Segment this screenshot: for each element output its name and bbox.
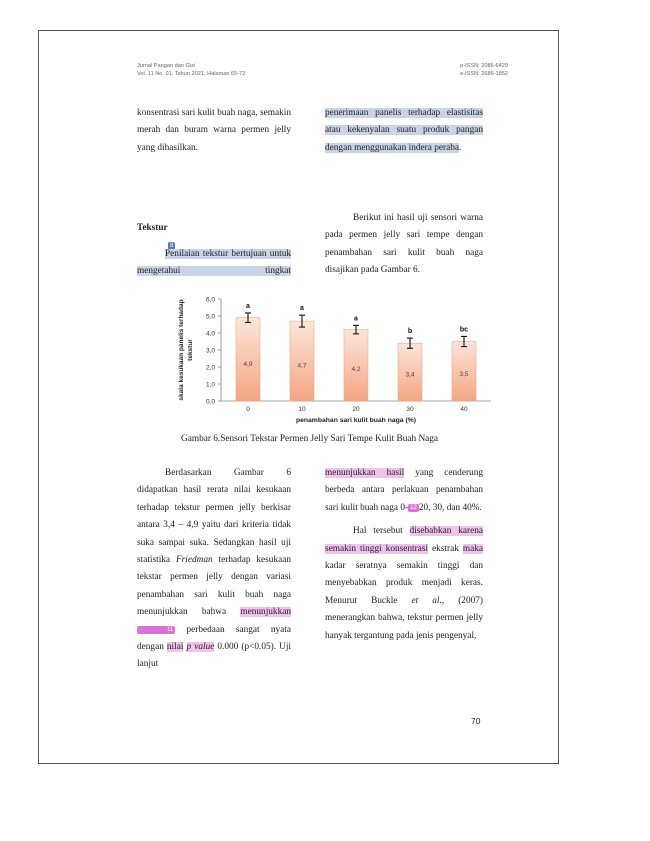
paragraph-explanation: Hal tersebut disebabkan karena semakin tinggi konsentrasi ekstrak maka kadar seratnya semakin tinggi dan menyebabkan produk menjadi keras. Menurut Buckle et al., (2007) menerangkan bahwa, tekstur permen jelly hanyak tergantung pada jenis pengenyal, [325,526,483,641]
figure-caption: Gambar 6.Sensori Tekstar Permen Jelly Sari Tempe Kulit Buah Naga [181,434,439,444]
issn-online: e-ISSN: 2686-1852 [460,71,508,77]
x-axis-title: penambahan sari kulit buah naga (%) [295,417,417,424]
y-tick-label: 5,0 [205,313,215,321]
y-tick-label: 2,0 [205,364,215,372]
right-column-bottom [325,465,483,645]
y-tick-label: 0,0 [205,398,215,406]
highlight-pink[interactable]: menunjukkan [240,607,291,618]
journal-volume: Vol. 11 No. 01, Tahun 2021, Halaman 65-72 [137,71,246,77]
paragraph-result-cont: menunjukkan hasil yang cenderung berbeda antara perlakuan penambahan sari kulit buah naga 0- 12 20, 30, dan 40%. [325,468,483,513]
significance-label: a [354,315,358,323]
left-column-bottom [137,465,291,674]
left-column-top [137,105,291,157]
highlight-pink[interactable]: nilai [166,642,184,653]
highlight-pink-italic[interactable]: p value [186,642,215,653]
significance-label: a [300,305,304,313]
bar-value-label: 4,9 [243,361,253,369]
journal-info [137,62,245,78]
bar-0 [236,318,260,401]
issn-info [429,62,508,78]
paper-page [38,30,559,764]
x-tick-label: 40 [460,406,468,413]
x-tick-label: 20 [352,406,360,413]
significance-label: b [407,328,413,336]
highlight-pink[interactable]: maka [462,543,483,554]
paragraph-color-end: konsentrasi sari kulit buah naga, semakin merah dan buram warna permen jelly yang dihasilkan. [137,108,291,153]
paragraph-figure-ref: Berikut ini hasil uji sensori warna pada permen jelly sari tempe dengan penambahan sari kulit buah naga disajikan pada Gambar 6. [325,213,483,276]
bar-10 [290,321,314,401]
y-tick-label: 4,0 [205,330,215,338]
x-tick-label: 30 [406,406,414,413]
bar-value-label: 3,5 [459,371,469,379]
bar-value-label: 4,7 [297,362,307,370]
highlight-blue[interactable]: Penilaian tekstur bertujuan untuk mengetahui tingkat [137,249,291,277]
x-tick-label: 10 [298,406,306,413]
highlight-blue[interactable]: penerimaan panelis terhadap elastisitas atau kekenyalan suatu produk pangan dengan menggunakan indera peraba [325,108,483,153]
annotation-marker-12[interactable]: 12 [410,504,417,511]
texture-bar-chart [127,289,497,424]
section-heading: Tekstur [137,223,168,233]
right-column-mid [325,210,483,280]
bar-value-label: 4,2 [351,366,361,374]
page-number: 70 [471,716,481,726]
y-axis-title-line2: tekstur [187,339,194,361]
significance-label: a [246,302,250,310]
paragraph-texture-def: penerimaan panelis terhadap elastisitas atau kekenyalan suatu produk pangan dengan menggunakan indera peraba. [325,108,483,153]
y-axis-title: skala kesukaan panelis terhadap [178,299,185,401]
y-tick-label: 3,0 [205,347,215,355]
right-column-top [325,105,483,157]
texture-intro [137,246,291,281]
bar-value-label: 3,4 [405,371,415,379]
issn-print: p-ISSN: 2086-6429 [460,63,508,69]
y-tick-label: 1,0 [205,381,215,389]
y-tick-label: 6,0 [205,296,215,304]
annotation-marker-8[interactable]: 8 [170,243,174,250]
highlight-pink[interactable]: menunjukkan hasil [325,468,405,478]
highlight-pink[interactable]: disebabkan karena semakin tinggi konsentrasi [325,526,483,554]
x-tick-label: 0 [246,406,250,413]
journal-name: Jurnal Pangan dan Gizi [137,63,196,69]
paragraph-results: Berdasarkan Gambar 6 didapatkan hasil rerata nilai kesukaan terhadap tekstur permen jelly berkisar antara 3,4 – 4,9 yaitu dari kriteria tidak suka sampai suka. Sedangkan hasil uji statistika Friedman terhadap kesukaan tekstar permen jelly dengan variasi penambahan sari kulit buah naga menunjukkan bahwa menunjukkan11 perbedaan sangat nyata dengan nilai p value 0.000 (p<0.05). Uji lanjut [137,468,291,670]
annotation-marker-11[interactable]: 11 [137,626,175,634]
significance-label: bc [459,326,469,334]
